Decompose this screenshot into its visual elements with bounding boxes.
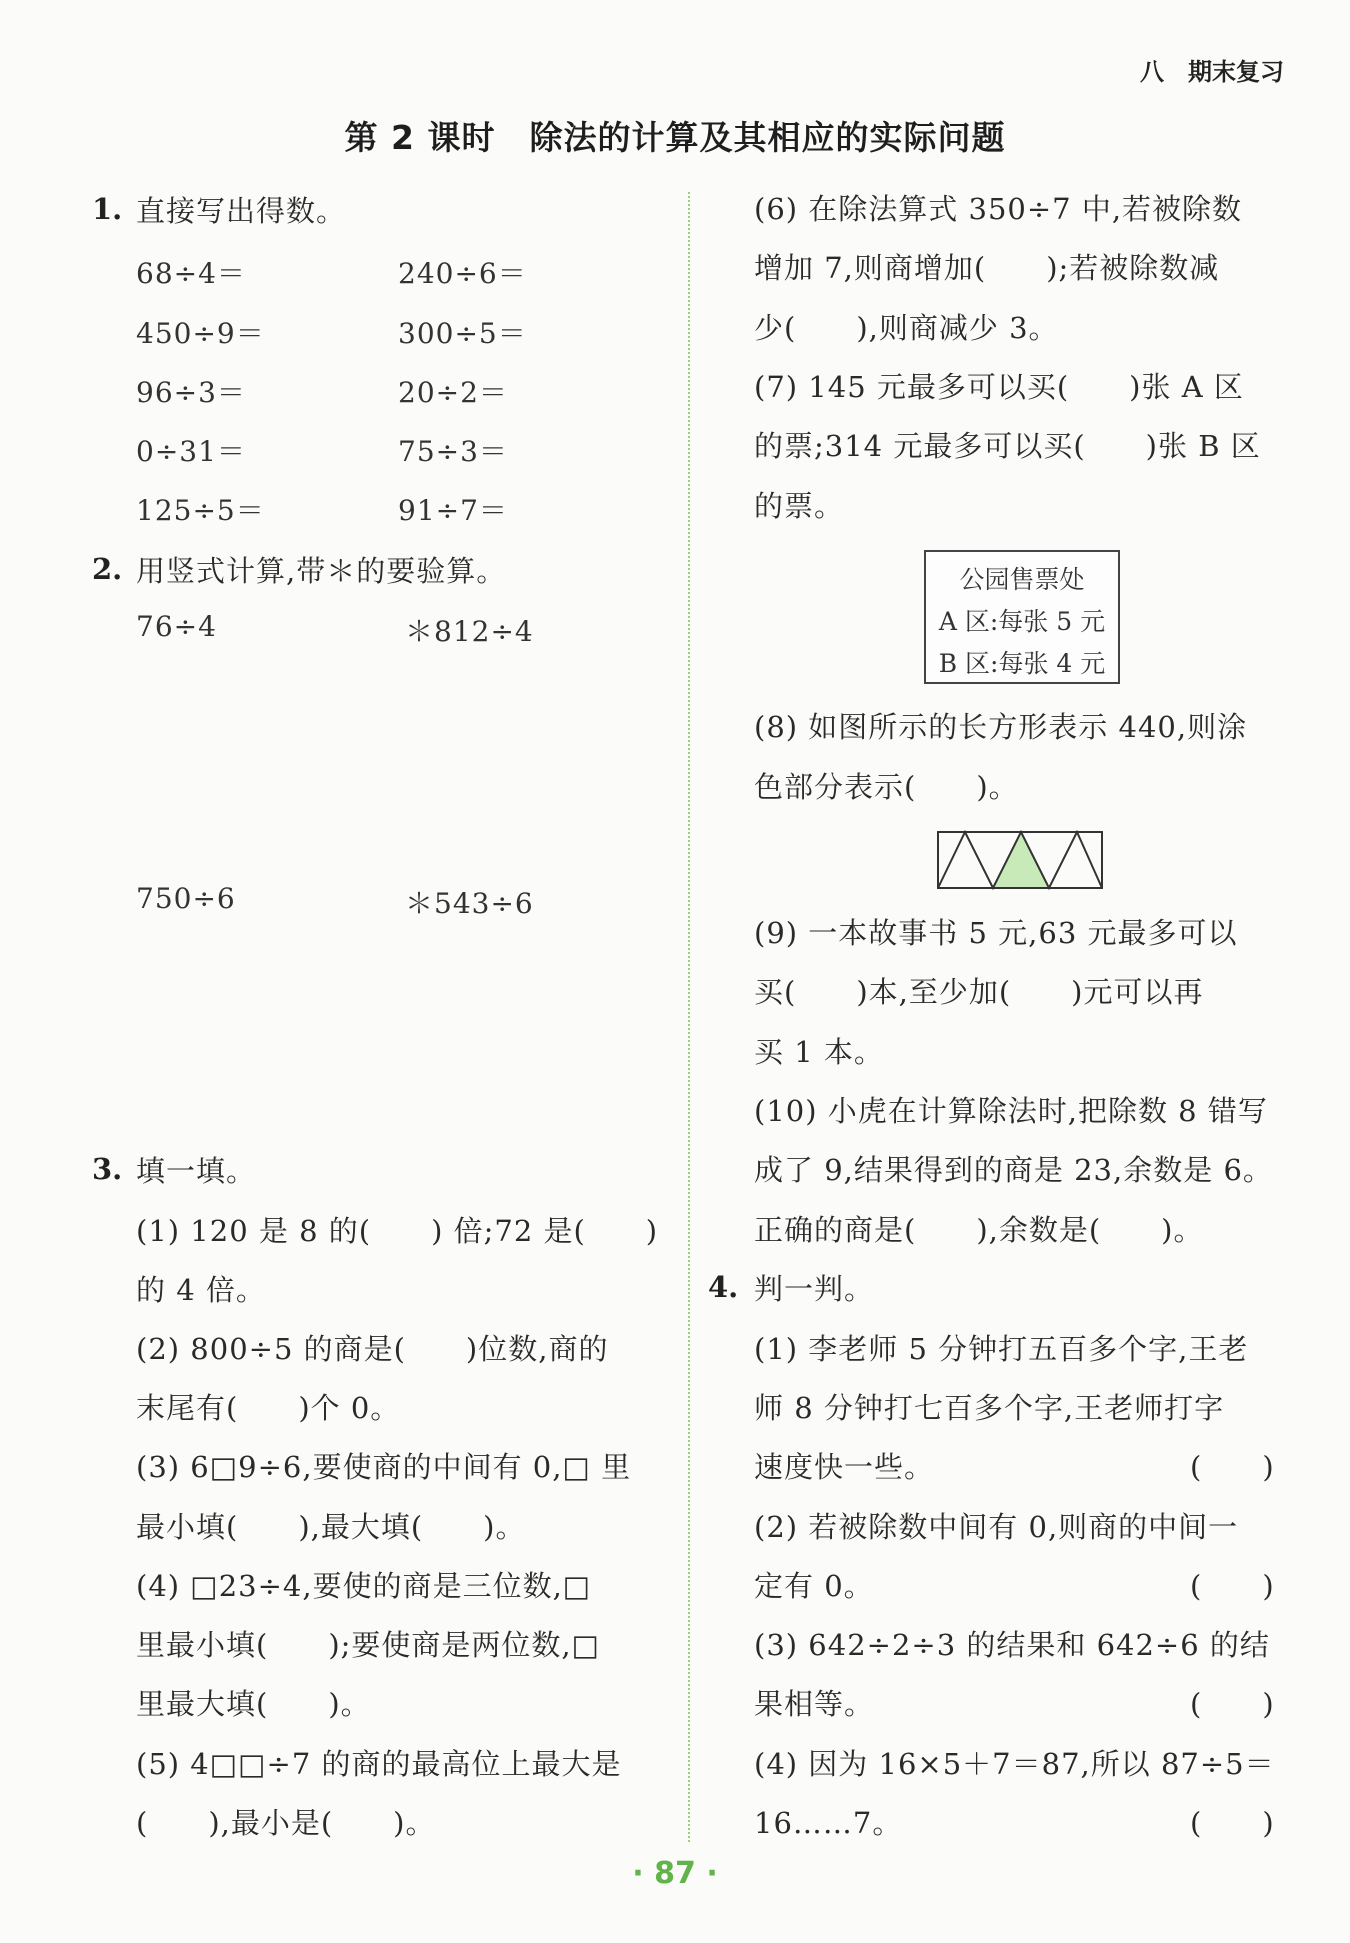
q3-line: (5) 4□□÷7 的商的最高位上最大是 [136, 1747, 622, 1781]
section-header: 八 期末复习 [1140, 58, 1284, 86]
q1-item: 68÷4＝ [136, 257, 246, 290]
q3-line: 的票。 [754, 489, 845, 523]
ticket-line: B 区:每张 4 元 [938, 649, 1106, 678]
q1-item: 125÷5＝ [136, 494, 265, 527]
q3-line: (6) 在除法算式 350÷7 中,若被除数 [754, 192, 1243, 226]
q3-line: 色部分表示( )。 [754, 770, 1019, 804]
q4-number: 4. [708, 1270, 739, 1304]
q1-label: 直接写出得数。 [136, 194, 347, 228]
q3-line: 少( ),则商减少 3。 [754, 311, 1059, 345]
page-number: · 87 · [632, 1856, 718, 1891]
q3-line: (8) 如图所示的长方形表示 440,则涂 [754, 710, 1248, 744]
q3-line: (1) 120 是 8 的( ) 倍;72 是( ) [136, 1214, 659, 1248]
q3-number: 3. [92, 1152, 123, 1186]
q3-line: 最小填( ),最大填( )。 [136, 1510, 526, 1544]
q3-line: 里最小填( );要使商是两位数,□ [136, 1628, 601, 1662]
q1-item: 240÷6＝ [398, 257, 527, 290]
q1-item: 20÷2＝ [398, 376, 508, 409]
q1-item: 300÷5＝ [398, 317, 527, 350]
q3-line: (7) 145 元最多可以买( )张 A 区 [754, 370, 1244, 404]
q4-line: 定有 0。 [754, 1569, 874, 1603]
q4-line: 果相等。 [754, 1687, 875, 1721]
q3-line: (4) □23÷4,要使的商是三位数,□ [136, 1569, 592, 1603]
ticket-line: A 区:每张 5 元 [938, 607, 1106, 636]
answer-bracket[interactable]: ( ) [1190, 1806, 1275, 1840]
answer-bracket[interactable]: ( ) [1190, 1569, 1275, 1603]
q3-line: 的票;314 元最多可以买( )张 B 区 [754, 429, 1261, 463]
answer-bracket[interactable]: ( ) [1190, 1687, 1275, 1721]
q2-label: 用竖式计算,带＊的要验算。 [136, 554, 507, 588]
q3-line: 里最大填( )。 [136, 1687, 371, 1721]
q1-item: 96÷3＝ [136, 376, 246, 409]
q3-line: 末尾有( )个 0。 [136, 1391, 401, 1425]
q3-line: 买( )本,至少加( )元可以再 [754, 975, 1204, 1009]
q2-item: ＊543÷6 [405, 887, 534, 920]
q1-item: 91÷7＝ [398, 494, 508, 527]
rectangle-figure [936, 830, 1106, 892]
q4-label: 判一判。 [754, 1272, 875, 1306]
answer-bracket[interactable]: ( ) [1190, 1450, 1275, 1484]
ticket-title: 公园售票处 [959, 565, 1085, 594]
q3-line: (10) 小虎在计算除法时,把除数 8 错写 [754, 1094, 1268, 1128]
q3-label: 填一填。 [136, 1154, 257, 1188]
q2-item: ＊812÷4 [405, 615, 534, 648]
q4-line: 16……7。 [754, 1806, 903, 1840]
page-title: 第 2 课时 除法的计算及其相应的实际问题 [344, 118, 1006, 157]
q4-line: 速度快一些。 [754, 1450, 935, 1484]
column-divider [688, 192, 690, 1842]
q3-line: 正确的商是( ),余数是( )。 [754, 1213, 1204, 1247]
q4-line: (3) 642÷2÷3 的结果和 642÷6 的结 [754, 1628, 1270, 1662]
q3-line: ( ),最小是( )。 [136, 1806, 436, 1840]
q1-item: 75÷3＝ [398, 435, 508, 468]
q3-line: (2) 800÷5 的商是( )位数,商的 [136, 1332, 609, 1366]
q3-line: 的 4 倍。 [136, 1273, 266, 1307]
q3-line: (3) 6□9÷6,要使商的中间有 0,□ 里 [136, 1450, 632, 1484]
q3-line: (9) 一本故事书 5 元,63 元最多可以 [754, 916, 1238, 950]
ticket-board [924, 550, 1120, 684]
q1-number: 1. [92, 192, 123, 226]
q3-line: 成了 9,结果得到的商是 23,余数是 6。 [754, 1153, 1273, 1187]
shaded-triangle [993, 832, 1049, 888]
q4-line: (2) 若被除数中间有 0,则商的中间一 [754, 1510, 1239, 1544]
q4-line: 师 8 分钟打七百多个字,王老师打字 [754, 1391, 1225, 1425]
q2-item: 76÷4 [136, 610, 217, 643]
q1-item: 0÷31＝ [136, 435, 246, 468]
q1-item: 450÷9＝ [136, 317, 265, 350]
q3-line: 买 1 本。 [754, 1035, 884, 1069]
q2-number: 2. [92, 552, 123, 586]
q3-line: 增加 7,则商增加( );若被除数减 [754, 251, 1220, 285]
q4-line: (4) 因为 16×5＋7＝87,所以 87÷5＝ [754, 1747, 1275, 1781]
q2-item: 750÷6 [136, 882, 236, 915]
q4-line: (1) 李老师 5 分钟打五百多个字,王老 [754, 1332, 1249, 1366]
